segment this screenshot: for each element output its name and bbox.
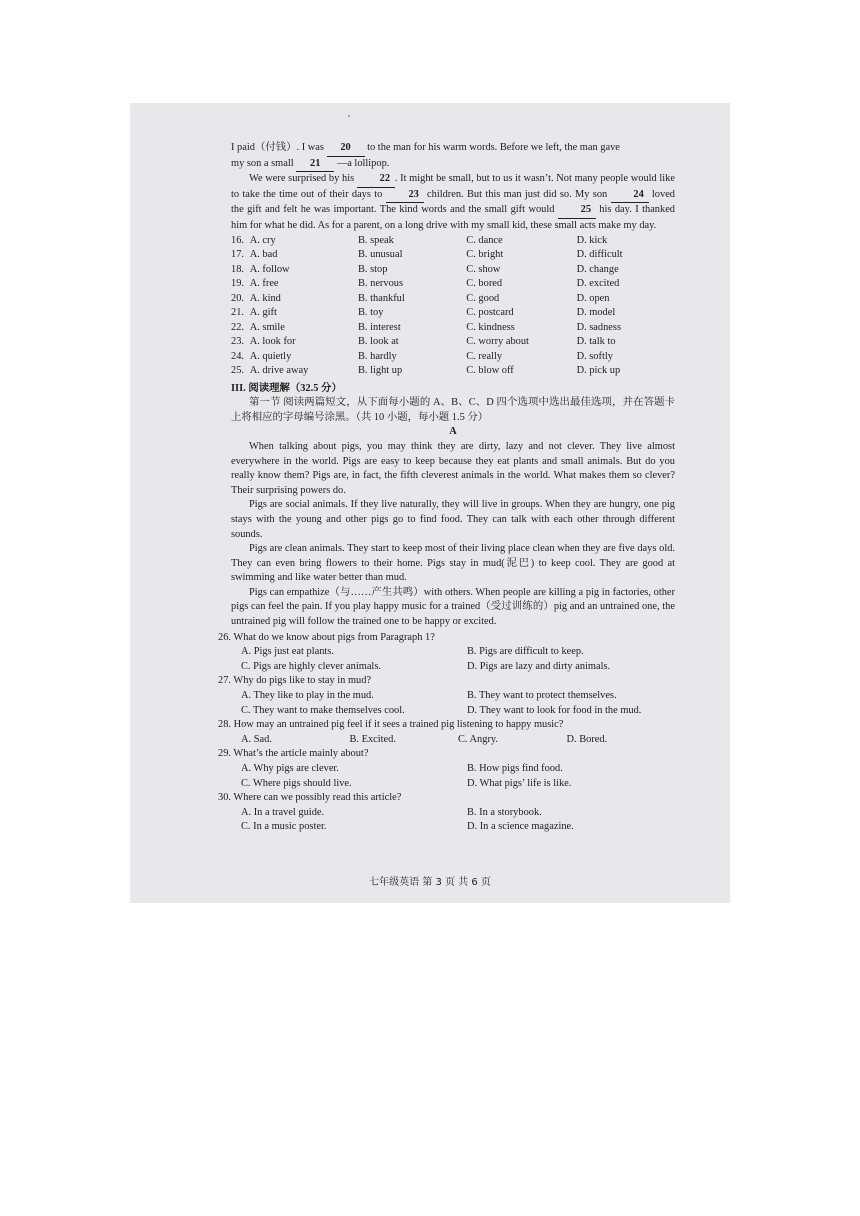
option-d: D. open: [576, 292, 610, 304]
cloze-options: [231, 234, 675, 379]
option-b: B. light up: [358, 365, 403, 377]
text-segment: to the man for his warm words. Before we left, the man gave: [364, 142, 620, 153]
cloze-line-1: [231, 141, 675, 157]
answer-option: C. Where pigs should live.: [241, 777, 352, 789]
question-text: 29. What’s the article mainly about?: [218, 748, 369, 760]
blank-21: 21: [296, 157, 334, 173]
cloze-option-row: [231, 350, 675, 365]
answer-option: D. Bored.: [566, 733, 608, 745]
speck: [348, 115, 350, 117]
option-c: C. kindness: [466, 321, 515, 333]
opt-number: 24.: [231, 350, 244, 362]
exam-page: [130, 103, 730, 903]
answer-option: D. In a science magazine.: [467, 821, 574, 833]
page-footer: 七年级英语 第 3 页 共 6 页: [369, 877, 491, 888]
opt-number: 23.: [231, 336, 244, 348]
opt-number: 21.: [231, 307, 244, 319]
option-a: A. follow: [249, 263, 290, 275]
option-d: D. kick: [576, 234, 608, 246]
answer-row: [231, 704, 675, 719]
passage-label: A: [449, 426, 457, 438]
text-segment: his day. I thanked him for what he did. As for a parent, on a long drive with my small kid, these small acts make my day.: [231, 204, 676, 231]
text-segment: children. But this man just did so. My son: [423, 188, 611, 200]
option-c: C. show: [466, 263, 501, 275]
text-segment: We were surprised by his: [249, 173, 357, 185]
question-text: 28. How may an untrained pig feel if it sees a trained pig listening to happy music?: [218, 719, 564, 731]
opt-number: 18.: [231, 263, 244, 275]
option-a: A. bad: [249, 249, 278, 261]
cloze-option-row: [231, 335, 675, 350]
option-b: B. toy: [358, 307, 384, 319]
question-text: 27. Why do pigs like to stay in mud?: [218, 675, 372, 687]
passage-paragraph-1: When talking about pigs, you may think they are dirty, lazy and not clever. They live almost everywhere in the world. Pigs are easy to keep because they eat plants and small animals. But do you really know them? Pigs are, in fact, the fifth cleverest animals in the world. What makes them so clever? Their surprising powers do.: [231, 440, 675, 496]
option-c: C. bored: [466, 278, 503, 290]
questions: [218, 631, 675, 835]
text-segment: . It might be small, but to us it wasn’t. Not many people would like to take the time out of their days to: [231, 173, 675, 200]
question-26: [218, 631, 675, 675]
option-a: A. smile: [249, 321, 285, 333]
option-d: D. difficult: [576, 249, 623, 261]
question-text: 26. What do we know about pigs from Paragraph 1?: [218, 631, 435, 643]
cloze-line-2: [231, 157, 675, 173]
option-d: D. sadness: [576, 321, 622, 333]
option-c: C. dance: [466, 234, 503, 246]
option-d: D. pick up: [576, 365, 621, 377]
option-b: B. thankful: [358, 292, 405, 304]
option-a: A. free: [249, 278, 279, 290]
answer-row: [231, 820, 675, 835]
cloze-option-row: [231, 263, 675, 278]
cloze-option-row: [231, 364, 675, 379]
option-b: B. unusual: [358, 249, 403, 261]
option-b: B. interest: [358, 321, 401, 333]
cloze-option-row: [231, 248, 675, 263]
opt-number: 25.: [231, 365, 244, 377]
option-b: B. speak: [358, 234, 394, 246]
blank-25: 25: [558, 203, 596, 219]
cloze-option-row: [231, 234, 675, 249]
opt-number: 16.: [231, 234, 244, 246]
blank-24: 24: [611, 188, 649, 204]
option-a: A. gift: [249, 307, 277, 319]
text-segment: —a lollipop.: [334, 157, 390, 169]
answer-option: C. Angry.: [458, 733, 499, 745]
option-a: A. look for: [249, 336, 296, 348]
answer-option: A. Pigs just eat plants.: [241, 646, 334, 658]
question-29: [218, 747, 675, 791]
answer-row: [231, 806, 675, 821]
option-b: B. look at: [358, 336, 399, 348]
blank-23: 23: [386, 188, 424, 204]
option-c: C. bright: [466, 249, 504, 261]
option-a: A. cry: [249, 234, 276, 246]
answer-row: [231, 660, 675, 675]
option-d: D. change: [576, 263, 619, 275]
answer-option: A. Why pigs are clever.: [241, 763, 339, 774]
answer-option: B. Pigs are difficult to keep.: [467, 646, 584, 658]
option-b: B. nervous: [358, 278, 404, 290]
option-d: D. softly: [576, 350, 613, 362]
answer-option: A. In a travel guide.: [241, 806, 325, 818]
question-30: [218, 791, 675, 835]
option-d: D. model: [576, 307, 616, 319]
text-segment: I paid（付钱）. I was: [231, 142, 327, 153]
answer-option: A. Sad.: [241, 733, 272, 745]
answer-option: C. They want to make themselves cool.: [241, 704, 405, 716]
opt-number: 20.: [231, 292, 244, 304]
cloze-paragraph-2: [231, 172, 675, 233]
answer-option: D. Pigs are lazy and dirty animals.: [467, 660, 611, 672]
passage-paragraph-2: Pigs are social animals. If they live naturally, they will live in groups. When they are hungry, one pig stays with the young and other pigs go to find food. They can talk with each other through different sounds.: [231, 499, 675, 540]
option-b: B. hardly: [358, 350, 397, 362]
answer-option: C. In a music poster.: [241, 821, 327, 833]
cloze-option-row: [231, 277, 675, 292]
option-c: C. blow off: [466, 365, 514, 377]
cloze-option-row: [231, 321, 675, 336]
question-27: [218, 674, 675, 718]
answer-option: B. In a storybook.: [467, 806, 542, 818]
answer-option: D. They want to look for food in the mud.: [467, 704, 642, 716]
option-d: D. excited: [576, 278, 620, 290]
question-28: [218, 718, 675, 747]
text-segment: loved the gift and felt he was important. The kind words and the small gift would: [231, 188, 675, 216]
option-a: A. kind: [249, 292, 281, 304]
option-d: D. talk to: [576, 336, 616, 348]
option-c: C. good: [466, 292, 500, 304]
answer-row: [231, 762, 675, 777]
answer-option: C. Pigs are highly clever animals.: [241, 660, 381, 672]
cloze-option-row: [231, 292, 675, 307]
option-c: C. really: [466, 350, 503, 362]
passage-paragraph-4: Pigs can empathize（与……产生共鸣）with others. When people are killing a pig in factories, other pigs can feel the pain. If you play happy music for a trained（受过训练的）pig and an untrained one, the untrained pig will follow the trained one to be happy or excited.: [231, 586, 675, 628]
option-b: B. stop: [358, 263, 388, 275]
cloze-option-row: [231, 306, 675, 321]
answer-row: [231, 645, 675, 660]
passage-paragraph-3: Pigs are clean animals. They start to keep most of their living place clean when they are five days old. They can even bring flowers to their home. Pigs stay in mud(泥巴) to keep cool. They are good at swimming and like water better than mud.: [231, 543, 675, 584]
option-a: A. drive away: [249, 365, 309, 377]
blank-20: 20: [327, 141, 365, 157]
section-heading: III. 阅读理解（32.5 分）: [231, 382, 342, 394]
answer-row: [231, 689, 675, 704]
page-content: [218, 141, 676, 835]
question-text: 30. Where can we possibly read this article?: [218, 792, 402, 804]
answer-option: A. They like to play in the mud.: [241, 690, 374, 702]
answer-row: [231, 777, 675, 792]
opt-number: 22.: [231, 321, 244, 333]
option-a: A. quietly: [249, 350, 292, 362]
answer-option: B. How pigs find food.: [467, 763, 563, 774]
option-c: C. postcard: [466, 307, 514, 319]
option-c: C. worry about: [466, 336, 529, 348]
opt-number: 17.: [231, 249, 244, 261]
answer-option: B. Excited.: [349, 733, 396, 745]
answer-option: B. They want to protect themselves.: [467, 690, 617, 702]
text-segment: my son a small: [231, 157, 297, 169]
opt-number: 19.: [231, 278, 244, 290]
answer-row: [231, 733, 675, 748]
blank-22: 22: [357, 172, 395, 188]
section-instruction: 第一节 阅读两篇短文，从下面每小题的 A、B、C、D 四个选项中选出最佳选项，并在答题卡上将相应的字母编号涂黑。（共 10 小题，每小题 1.5 分）: [231, 397, 675, 423]
answer-option: D. What pigs’ life is like.: [467, 777, 572, 789]
